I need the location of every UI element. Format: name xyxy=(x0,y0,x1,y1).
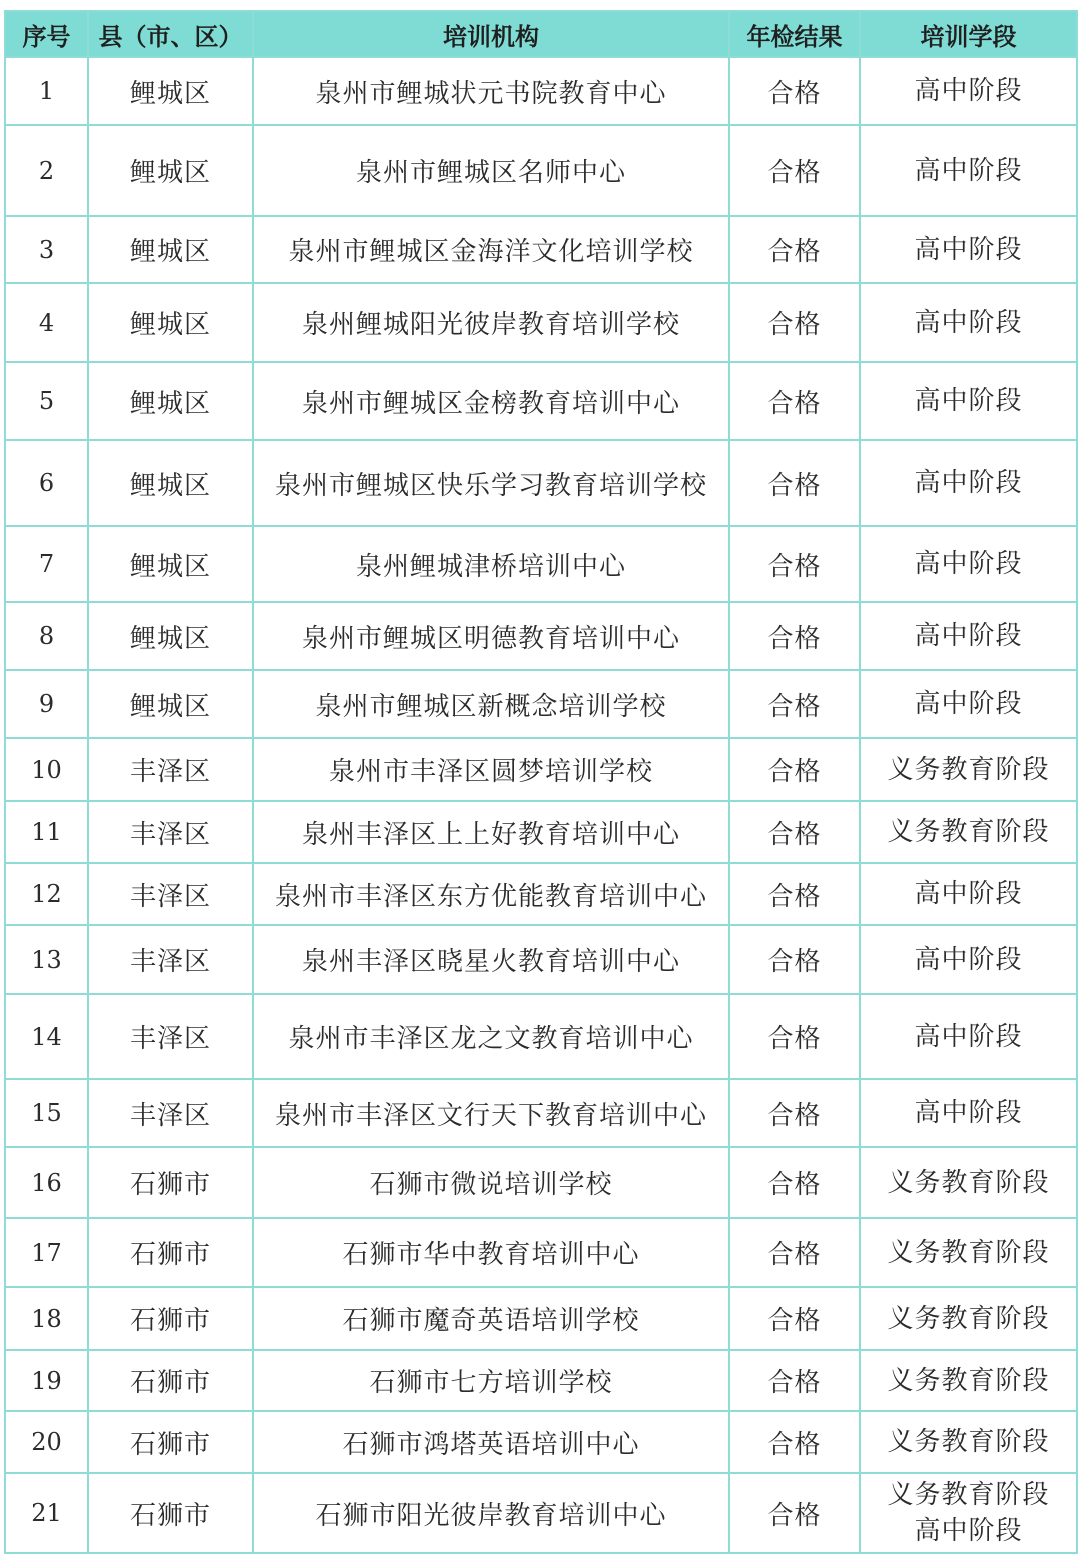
table-header-row xyxy=(5,11,1077,57)
stage-label: 高中阶段 xyxy=(914,1098,1023,1128)
cell-stage xyxy=(860,1079,1077,1147)
cell-stage xyxy=(860,440,1077,526)
cell-county: 丰泽区 xyxy=(88,801,253,863)
cell-no: 16 xyxy=(5,1147,88,1218)
table-row xyxy=(5,57,1077,125)
institution-table xyxy=(4,10,1078,1554)
cell-stage xyxy=(860,925,1077,994)
table-row xyxy=(5,1287,1077,1350)
cell-institution: 泉州市鲤城区明德教育培训中心 xyxy=(253,602,729,670)
cell-result: 合格 xyxy=(729,1411,860,1473)
stage-label: 高中阶段 xyxy=(914,879,1023,909)
cell-no: 9 xyxy=(5,670,88,738)
table-row xyxy=(5,670,1077,738)
cell-no: 12 xyxy=(5,863,88,925)
table-row xyxy=(5,994,1077,1079)
cell-institution: 泉州市鲤城区金榜教育培训中心 xyxy=(253,362,729,440)
cell-no: 1 xyxy=(5,57,88,125)
stage-label: 高中阶段 xyxy=(914,944,1023,975)
cell-county: 鲤城区 xyxy=(88,602,253,670)
cell-county: 石狮市 xyxy=(88,1473,253,1553)
cell-stage xyxy=(860,994,1077,1079)
cell-county: 丰泽区 xyxy=(88,994,253,1079)
cell-institution: 泉州市丰泽区圆梦培训学校 xyxy=(253,738,729,801)
cell-result: 合格 xyxy=(729,1218,860,1287)
cell-result: 合格 xyxy=(729,670,860,738)
cell-institution: 石狮市七方培训学校 xyxy=(253,1350,729,1411)
table-row xyxy=(5,1411,1077,1473)
cell-result: 合格 xyxy=(729,362,860,440)
cell-stage xyxy=(860,1350,1077,1411)
stage-label: 高中阶段 xyxy=(914,689,1023,719)
header-institution: 培训机构 xyxy=(253,11,729,57)
cell-result: 合格 xyxy=(729,1147,860,1218)
cell-institution: 泉州鲤城津桥培训中心 xyxy=(253,526,729,602)
cell-county: 鲤城区 xyxy=(88,125,253,216)
cell-county: 鲤城区 xyxy=(88,57,253,125)
cell-result: 合格 xyxy=(729,57,860,125)
cell-county: 鲤城区 xyxy=(88,670,253,738)
cell-result: 合格 xyxy=(729,925,860,994)
cell-stage xyxy=(860,863,1077,925)
header-result: 年检结果 xyxy=(729,11,860,57)
cell-no: 6 xyxy=(5,440,88,526)
cell-institution: 泉州市鲤城区金海洋文化培训学校 xyxy=(253,216,729,283)
cell-no: 14 xyxy=(5,994,88,1079)
cell-no: 13 xyxy=(5,925,88,994)
cell-county: 鲤城区 xyxy=(88,216,253,283)
table-row xyxy=(5,1350,1077,1411)
cell-county: 鲤城区 xyxy=(88,362,253,440)
table-row xyxy=(5,440,1077,526)
cell-no: 19 xyxy=(5,1350,88,1411)
cell-no: 8 xyxy=(5,602,88,670)
table-row xyxy=(5,125,1077,216)
stage-label: 义务教育阶段 xyxy=(887,1237,1050,1268)
cell-institution: 泉州市鲤城区快乐学习教育培训学校 xyxy=(253,440,729,526)
cell-result: 合格 xyxy=(729,216,860,283)
table-row xyxy=(5,602,1077,670)
cell-result: 合格 xyxy=(729,440,860,526)
cell-no: 2 xyxy=(5,125,88,216)
cell-stage xyxy=(860,216,1077,283)
cell-county: 石狮市 xyxy=(88,1218,253,1287)
stage-label: 高中阶段 xyxy=(914,1021,1023,1052)
cell-result: 合格 xyxy=(729,602,860,670)
cell-result: 合格 xyxy=(729,1350,860,1411)
stage-label: 义务教育阶段 xyxy=(887,1167,1050,1198)
cell-stage xyxy=(860,125,1077,216)
table-row xyxy=(5,1218,1077,1287)
cell-county: 鲤城区 xyxy=(88,440,253,526)
cell-no: 11 xyxy=(5,801,88,863)
stage-label: 高中阶段 xyxy=(914,468,1023,498)
stage-label: 高中阶段 xyxy=(914,386,1023,416)
table-row xyxy=(5,925,1077,994)
cell-stage xyxy=(860,362,1077,440)
header-stage: 培训学段 xyxy=(860,11,1077,57)
cell-institution: 石狮市阳光彼岸教育培训中心 xyxy=(253,1473,729,1553)
table-row xyxy=(5,216,1077,283)
table-row xyxy=(5,283,1077,362)
cell-stage xyxy=(860,526,1077,602)
stage-label: 义务教育阶段 xyxy=(887,817,1050,847)
cell-result: 合格 xyxy=(729,1287,860,1350)
cell-institution: 泉州市鲤城区名师中心 xyxy=(253,125,729,216)
table-row xyxy=(5,738,1077,801)
cell-no: 20 xyxy=(5,1411,88,1473)
cell-institution: 石狮市鸿塔英语培训中心 xyxy=(253,1411,729,1473)
stage-label: 高中阶段 xyxy=(914,621,1023,651)
cell-county: 丰泽区 xyxy=(88,925,253,994)
table-row xyxy=(5,1147,1077,1218)
stage-label: 高中阶段 xyxy=(914,155,1023,186)
cell-stage xyxy=(860,1411,1077,1473)
cell-institution: 泉州市丰泽区文行天下教育培训中心 xyxy=(253,1079,729,1147)
header-county: 县（市、区） xyxy=(88,11,253,57)
cell-county: 丰泽区 xyxy=(88,1079,253,1147)
cell-stage xyxy=(860,801,1077,863)
table-row xyxy=(5,526,1077,602)
cell-no: 4 xyxy=(5,283,88,362)
stage-label: 义务教育阶段 xyxy=(887,754,1050,785)
cell-county: 石狮市 xyxy=(88,1287,253,1350)
cell-institution: 泉州市鲤城区新概念培训学校 xyxy=(253,670,729,738)
table-row xyxy=(5,362,1077,440)
stage-label: 高中阶段 xyxy=(914,1516,1023,1546)
stage-label: 义务教育阶段 xyxy=(887,1427,1050,1457)
cell-result: 合格 xyxy=(729,526,860,602)
cell-no: 5 xyxy=(5,362,88,440)
cell-stage xyxy=(860,602,1077,670)
header-no: 序号 xyxy=(5,11,88,57)
stage-label: 高中阶段 xyxy=(914,76,1023,106)
cell-result: 合格 xyxy=(729,994,860,1079)
cell-no: 18 xyxy=(5,1287,88,1350)
cell-no: 17 xyxy=(5,1218,88,1287)
cell-county: 鲤城区 xyxy=(88,283,253,362)
cell-stage xyxy=(860,57,1077,125)
cell-no: 3 xyxy=(5,216,88,283)
cell-result: 合格 xyxy=(729,125,860,216)
cell-result: 合格 xyxy=(729,863,860,925)
cell-institution: 石狮市魔奇英语培训学校 xyxy=(253,1287,729,1350)
stage-label: 义务教育阶段 xyxy=(887,1303,1050,1334)
cell-result: 合格 xyxy=(729,738,860,801)
cell-institution: 石狮市微说培训学校 xyxy=(253,1147,729,1218)
cell-institution: 泉州鲤城阳光彼岸教育培训学校 xyxy=(253,283,729,362)
cell-stage xyxy=(860,283,1077,362)
cell-county: 石狮市 xyxy=(88,1350,253,1411)
cell-stage xyxy=(860,1147,1077,1218)
cell-county: 石狮市 xyxy=(88,1147,253,1218)
cell-institution: 石狮市华中教育培训中心 xyxy=(253,1218,729,1287)
cell-no: 10 xyxy=(5,738,88,801)
cell-result: 合格 xyxy=(729,1473,860,1553)
cell-result: 合格 xyxy=(729,283,860,362)
stage-label: 高中阶段 xyxy=(914,549,1023,579)
table-row xyxy=(5,1473,1077,1553)
cell-stage xyxy=(860,670,1077,738)
cell-result: 合格 xyxy=(729,801,860,863)
cell-no: 7 xyxy=(5,526,88,602)
cell-stage xyxy=(860,738,1077,801)
stage-label: 义务教育阶段 xyxy=(887,1480,1050,1510)
cell-county: 石狮市 xyxy=(88,1411,253,1473)
table-body xyxy=(5,57,1077,1553)
cell-stage xyxy=(860,1287,1077,1350)
stage-label: 义务教育阶段 xyxy=(887,1365,1050,1396)
cell-stage xyxy=(860,1218,1077,1287)
cell-county: 鲤城区 xyxy=(88,526,253,602)
table-row xyxy=(5,863,1077,925)
cell-institution: 泉州丰泽区上上好教育培训中心 xyxy=(253,801,729,863)
cell-stage xyxy=(860,1473,1077,1553)
cell-institution: 泉州丰泽区晓星火教育培训中心 xyxy=(253,925,729,994)
table-row xyxy=(5,1079,1077,1147)
cell-no: 15 xyxy=(5,1079,88,1147)
stage-label: 高中阶段 xyxy=(914,234,1023,265)
cell-no: 21 xyxy=(5,1473,88,1553)
cell-result: 合格 xyxy=(729,1079,860,1147)
cell-institution: 泉州市丰泽区东方优能教育培训中心 xyxy=(253,863,729,925)
table-row xyxy=(5,801,1077,863)
cell-institution: 泉州市鲤城状元书院教育中心 xyxy=(253,57,729,125)
cell-county: 丰泽区 xyxy=(88,863,253,925)
cell-county: 丰泽区 xyxy=(88,738,253,801)
cell-institution: 泉州市丰泽区龙之文教育培训中心 xyxy=(253,994,729,1079)
stage-label: 高中阶段 xyxy=(914,307,1023,338)
